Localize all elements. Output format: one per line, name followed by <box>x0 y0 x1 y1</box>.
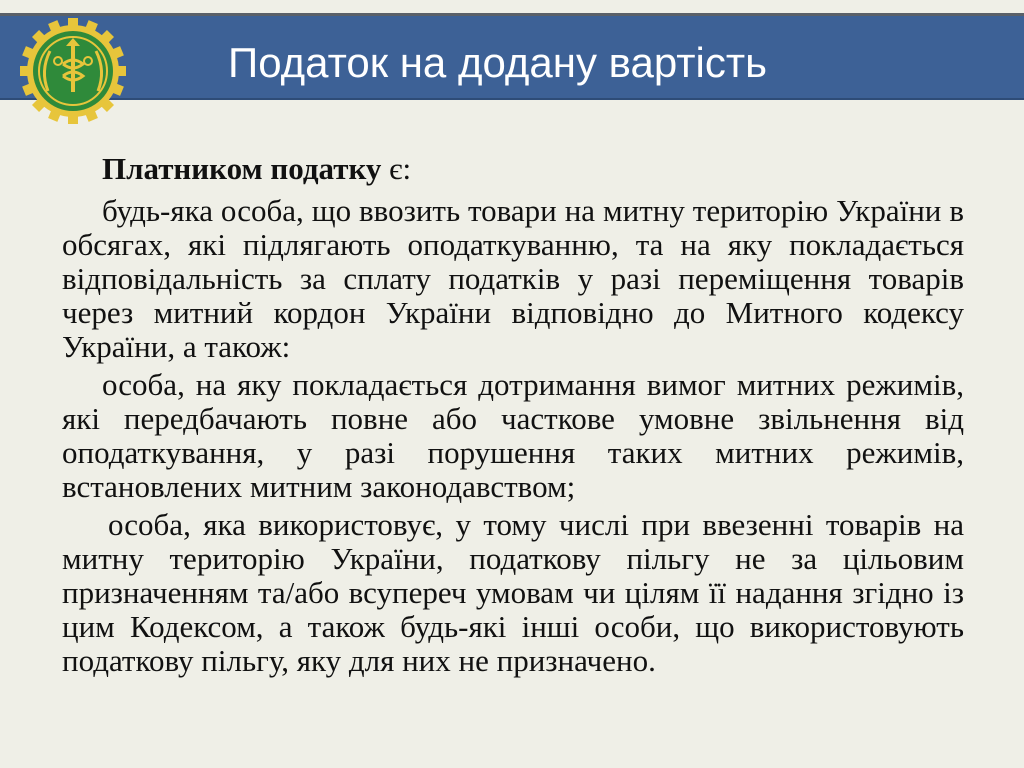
slide-content <box>62 152 964 682</box>
header-bar <box>0 16 1024 100</box>
paragraph-3: особа, яка використовує, у тому числі при ввезенні товарів на митну територію України, податкову пільгу не за цільовим призначенням та/або всупереч умовам чи цілям її надання згідно із цим Кодексом, а також будь-які інші особи, що використовують податкову пільгу, яку для них не призначено. <box>62 507 964 678</box>
intro-rest-text: є: <box>381 151 412 186</box>
paragraph-2: особа, на яку покладається дотримання вимог митних режимів, які передбачають повне або часткове умовне звільнення від оподаткування, у разі порушення таких митних режимів, встановлених митним законодавством; <box>62 367 964 504</box>
intro-bold-text: Платником податку <box>102 151 382 186</box>
slide-title: Податок на додану вартість <box>228 39 767 86</box>
paragraph-1: будь-яка особа, що ввозить товари на митну територію України в обсягах, які підлягають оподаткуванню, та на яку покладається відповідальність за сплату податків у разі переміщення товарів через митний кордон України відповідно до Митного кодексу України, а також: <box>62 193 964 364</box>
customs-emblem-icon <box>18 16 128 126</box>
intro-line <box>62 152 964 186</box>
